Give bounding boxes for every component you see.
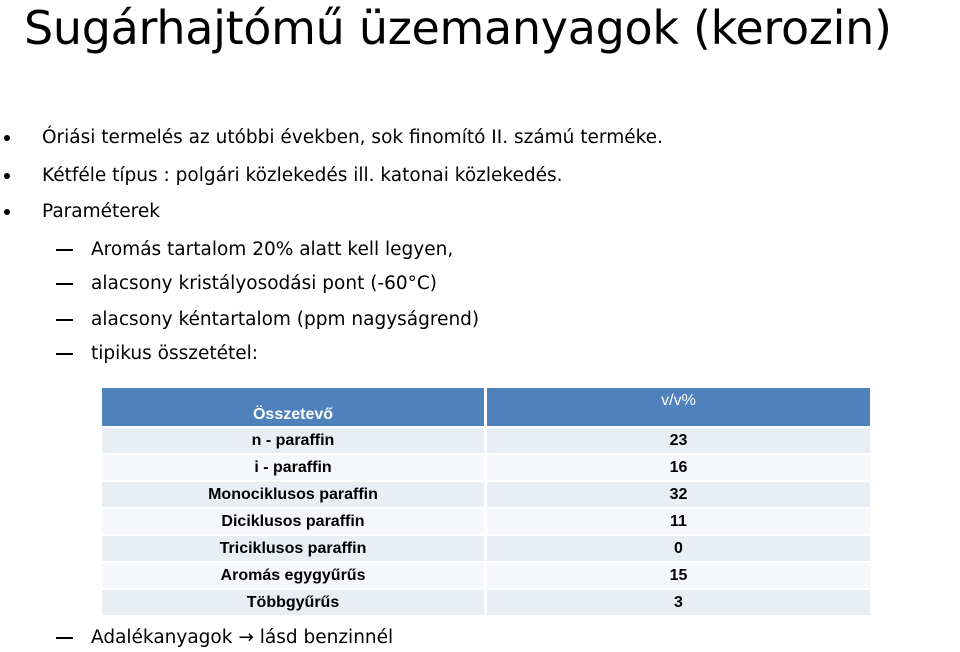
bullet-text: Kétféle típus : polgári közlekedés ill. katonai közlekedés. — [42, 165, 563, 186]
component-cell: Többgyűrűs — [102, 590, 487, 617]
table-header-row — [102, 388, 870, 428]
dash-icon — [56, 637, 73, 639]
component-cell: Aromás egygyűrűs — [102, 563, 487, 590]
column-header-component: Összetevő — [102, 388, 487, 428]
bullet-dot-icon — [4, 135, 10, 141]
value-cell: 15 — [487, 563, 870, 590]
value-cell: 0 — [487, 536, 870, 563]
component-cell: n - paraffin — [102, 428, 487, 455]
table-row — [102, 509, 870, 536]
arrow-right-icon: → — [238, 627, 254, 648]
sub-item-text: alacsony kristályosodási pont (-60°C) — [91, 273, 438, 294]
dash-icon — [56, 249, 73, 251]
table-row — [102, 536, 870, 563]
dash-icon — [56, 353, 73, 355]
table-row — [102, 590, 870, 617]
dash-icon — [56, 283, 73, 285]
table-row — [102, 563, 870, 590]
value-cell: 16 — [487, 455, 870, 482]
sub-item-text: Aromás tartalom 20% alatt kell legyen, — [91, 239, 454, 260]
composition-table — [102, 388, 870, 617]
bullet-dot-icon — [4, 173, 10, 179]
dash-icon — [56, 319, 73, 321]
bullet-text: Óriási termelés az utóbbi években, sok finomító II. számú terméke. — [42, 127, 663, 148]
slide-title: Sugárhajtómű üzemanyagok (kerozin) — [24, 1, 892, 55]
component-cell: Diciklusos paraffin — [102, 509, 487, 536]
column-header-volume-percent: v/v% — [487, 388, 870, 428]
table-row — [102, 455, 870, 482]
table-row — [102, 482, 870, 509]
sub-item-text: alacsony kéntartalom (ppm nagyságrend) — [91, 309, 480, 330]
sub-item-text: tipikus összetétel: — [91, 343, 258, 364]
value-cell: 23 — [487, 428, 870, 455]
table-row — [102, 428, 870, 455]
value-cell: 32 — [487, 482, 870, 509]
component-cell: Monociklusos paraffin — [102, 482, 487, 509]
value-cell: 11 — [487, 509, 870, 536]
value-cell: 3 — [487, 590, 870, 617]
bullet-text: Paraméterek — [42, 201, 160, 222]
sub-item-text — [91, 626, 393, 650]
component-cell: i - paraffin — [102, 455, 487, 482]
bullet-dot-icon — [4, 209, 10, 215]
additives-label: Adalékanyagok — [91, 627, 233, 648]
see-gasoline-label: lásd benzinnél — [259, 627, 394, 648]
component-cell: Triciklusos paraffin — [102, 536, 487, 563]
